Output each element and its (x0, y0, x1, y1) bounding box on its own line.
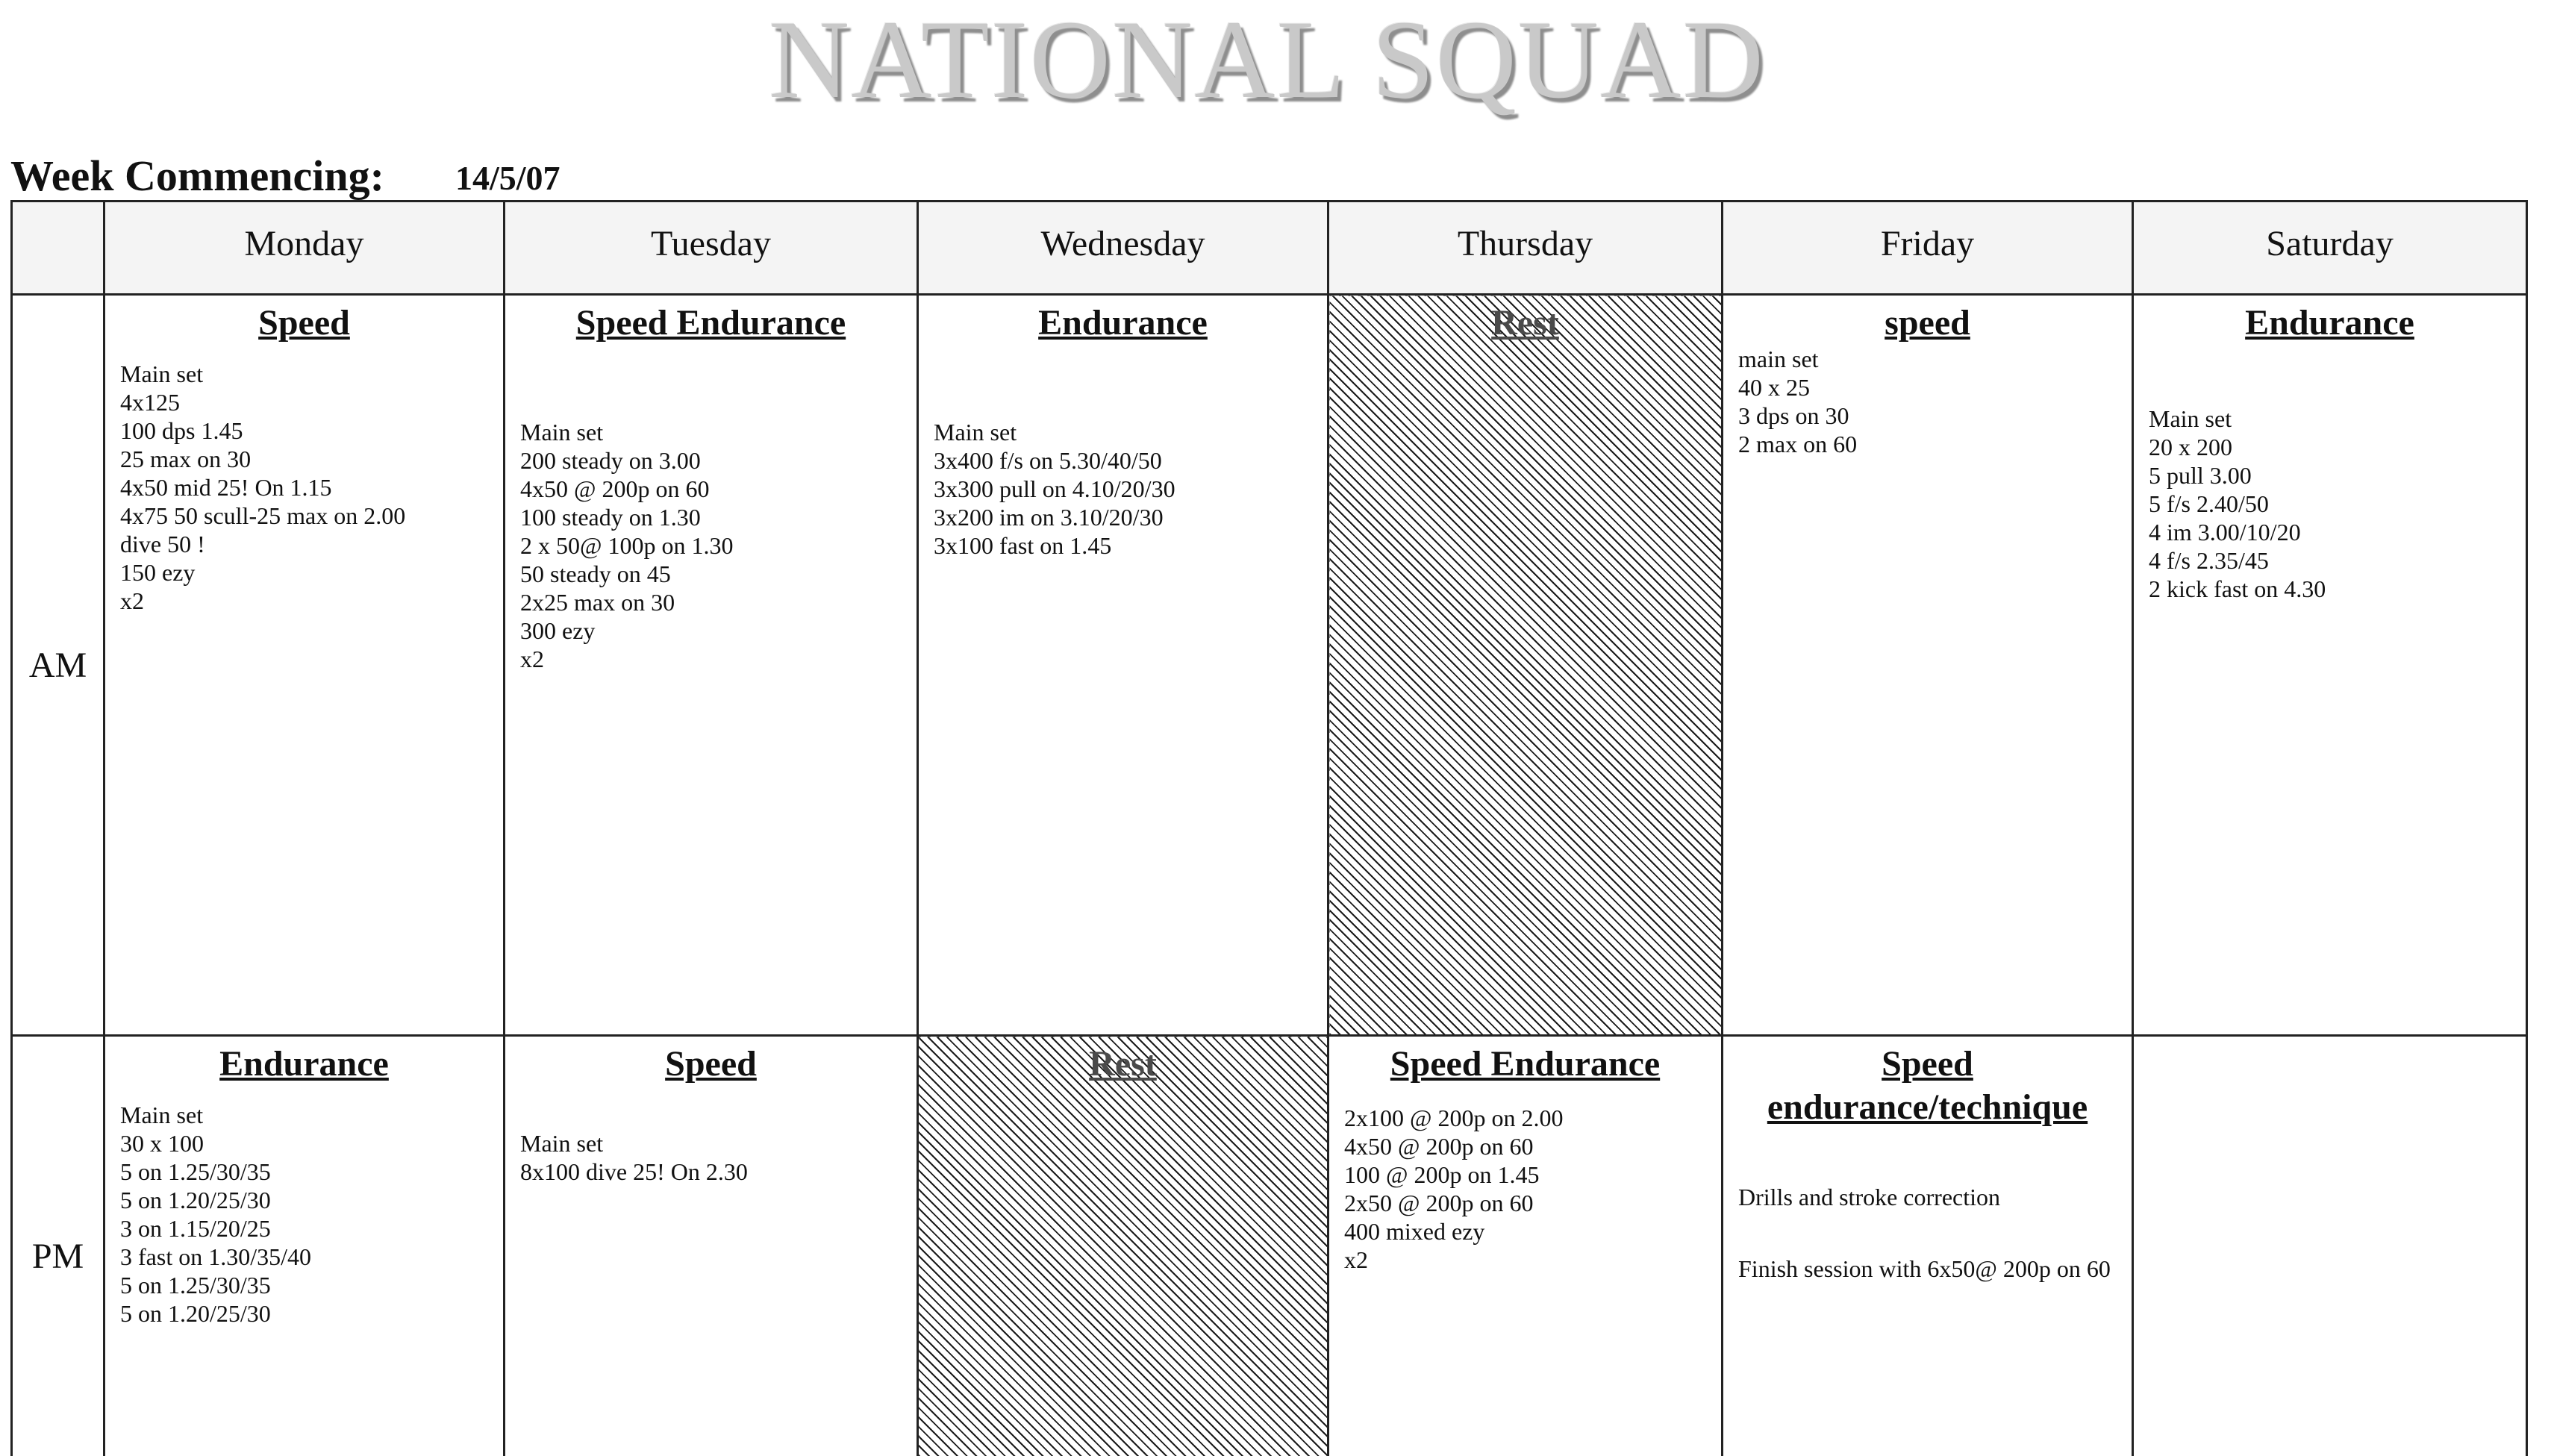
drills-note: Drills and stroke correction (1738, 1184, 2000, 1210)
set-line: 200 steady on 3.00 (520, 447, 701, 474)
am-friday-cell (1723, 295, 2133, 1036)
week-commencing-date: 14/5/07 (455, 159, 561, 197)
session-title: Endurance (219, 1044, 389, 1084)
session-lines (1329, 1104, 1721, 1274)
set-line: Main set (120, 1102, 204, 1128)
set-line: 3x300 pull on 4.10/20/30 (934, 475, 1175, 502)
session-title: Speed Endurance (1390, 1044, 1661, 1084)
set-line: 2x50 @ 200p on 60 (1344, 1190, 1534, 1216)
pm-wednesday-rest-cell (918, 1036, 1328, 1456)
set-line: 3x200 im on 3.10/20/30 (934, 504, 1164, 531)
set-line: 5 f/s 2.40/50 (2149, 490, 2269, 517)
pm-row (12, 1036, 2527, 1456)
day-header-monday: Monday (104, 201, 505, 295)
session-lines (919, 418, 1327, 560)
set-line: 20 x 200 (2149, 434, 2232, 460)
set-line: 100 dps 1.45 (120, 417, 243, 444)
set-line: 3x100 fast on 1.45 (934, 532, 1112, 559)
am-row (12, 295, 2527, 1036)
set-line: 4x75 50 scull-25 max on 2.00 (120, 502, 406, 529)
session-lines (505, 1129, 917, 1186)
set-line: 2 max on 60 (1738, 431, 1858, 457)
week-commencing-label: Week Commencing: (10, 151, 384, 200)
pm-saturday-cell (2133, 1036, 2527, 1456)
set-line: 400 mixed ezy (1344, 1218, 1485, 1245)
session-title: Rest (1491, 303, 1559, 343)
set-line: 3x400 f/s on 5.30/40/50 (934, 447, 1162, 474)
session-title: Speed (258, 303, 350, 343)
pm-thursday-cell (1328, 1036, 1723, 1456)
set-line: 2 kick fast on 4.30 (2149, 575, 2326, 602)
session-lines (2134, 404, 2526, 603)
am-thursday-rest-cell (1328, 295, 1723, 1036)
set-line: 300 ezy (520, 617, 596, 644)
set-line: x2 (1344, 1246, 1368, 1273)
set-line: 4 f/s 2.35/45 (2149, 547, 2269, 574)
am-saturday-cell (2133, 295, 2527, 1036)
session-title: Rest (1089, 1044, 1157, 1084)
session-title: Speed Endurance (575, 303, 846, 343)
day-header-tuesday: Tuesday (505, 201, 918, 295)
set-line: 3 dps on 30 (1738, 402, 1849, 429)
set-line: 3 on 1.15/20/25 (120, 1215, 271, 1242)
pm-friday-cell (1723, 1036, 2133, 1456)
set-line: 4x50 @ 200p on 60 (520, 475, 710, 502)
set-line: dive 50 ! (120, 531, 205, 557)
day-header-friday: Friday (1723, 201, 2133, 295)
am-wednesday-cell (918, 295, 1328, 1036)
pm-monday-cell (104, 1036, 505, 1456)
set-line: 100 steady on 1.30 (520, 504, 701, 531)
set-line: 2x25 max on 30 (520, 589, 675, 616)
set-line: 4x125 (120, 389, 180, 416)
set-line: Main set (120, 360, 204, 387)
session-title: Endurance (1038, 303, 1208, 343)
set-line: Main set (2149, 405, 2232, 432)
am-tuesday-cell (505, 295, 918, 1036)
session-title: speed (1885, 303, 1970, 343)
set-line: main set (1738, 346, 1819, 372)
set-line: 2 x 50@ 100p on 1.30 (520, 532, 734, 559)
session-lines (105, 1101, 503, 1328)
day-header-wednesday: Wednesday (918, 201, 1328, 295)
set-line: 5 on 1.20/25/30 (120, 1187, 271, 1213)
day-header-row (12, 201, 2527, 295)
set-line: x2 (120, 587, 144, 614)
set-line: 4 im 3.00/10/20 (2149, 519, 2301, 546)
set-line: 30 x 100 (120, 1130, 204, 1157)
set-line: 8x100 dive 25! On 2.30 (520, 1158, 748, 1185)
session-title: Endurance (2245, 303, 2414, 343)
session-title-continued: endurance/technique (1767, 1087, 2088, 1127)
pm-row-label: PM (12, 1036, 104, 1456)
set-line: 5 on 1.25/30/35 (120, 1158, 271, 1185)
session-title: Speed (665, 1044, 757, 1084)
set-line: Main set (520, 1130, 604, 1157)
set-line: 5 on 1.25/30/35 (120, 1272, 271, 1299)
set-line: Main set (520, 419, 604, 446)
set-line: 150 ezy (120, 559, 196, 586)
training-schedule-table (10, 200, 2528, 1456)
session-lines (505, 418, 917, 673)
set-line: 4x50 mid 25! On 1.15 (120, 474, 332, 501)
am-monday-cell (104, 295, 505, 1036)
session-lines (1723, 345, 2132, 458)
page-title: NATIONAL SQUAD (769, 0, 1765, 122)
set-line: x2 (520, 646, 544, 672)
session-title: Speed (1882, 1044, 1973, 1084)
set-line: 25 max on 30 (120, 446, 252, 472)
set-line: 100 @ 200p on 1.45 (1344, 1161, 1540, 1188)
day-header-saturday: Saturday (2133, 201, 2527, 295)
corner-cell (12, 201, 104, 295)
set-line: 50 steady on 45 (520, 560, 671, 587)
set-line: 4x50 @ 200p on 60 (1344, 1133, 1534, 1160)
day-header-thursday: Thursday (1328, 201, 1723, 295)
am-row-label: AM (12, 295, 104, 1036)
pm-tuesday-cell (505, 1036, 918, 1456)
set-line: 5 on 1.20/25/30 (120, 1300, 271, 1327)
set-line: Main set (934, 419, 1017, 446)
session-lines (105, 360, 503, 615)
finish-note: Finish session with 6x50@ 200p on 60 (1738, 1255, 2111, 1282)
set-line: 3 fast on 1.30/35/40 (120, 1243, 311, 1270)
set-line: 40 x 25 (1738, 374, 1810, 401)
set-line: 2x100 @ 200p on 2.00 (1344, 1105, 1564, 1131)
set-line: 5 pull 3.00 (2149, 462, 2252, 489)
